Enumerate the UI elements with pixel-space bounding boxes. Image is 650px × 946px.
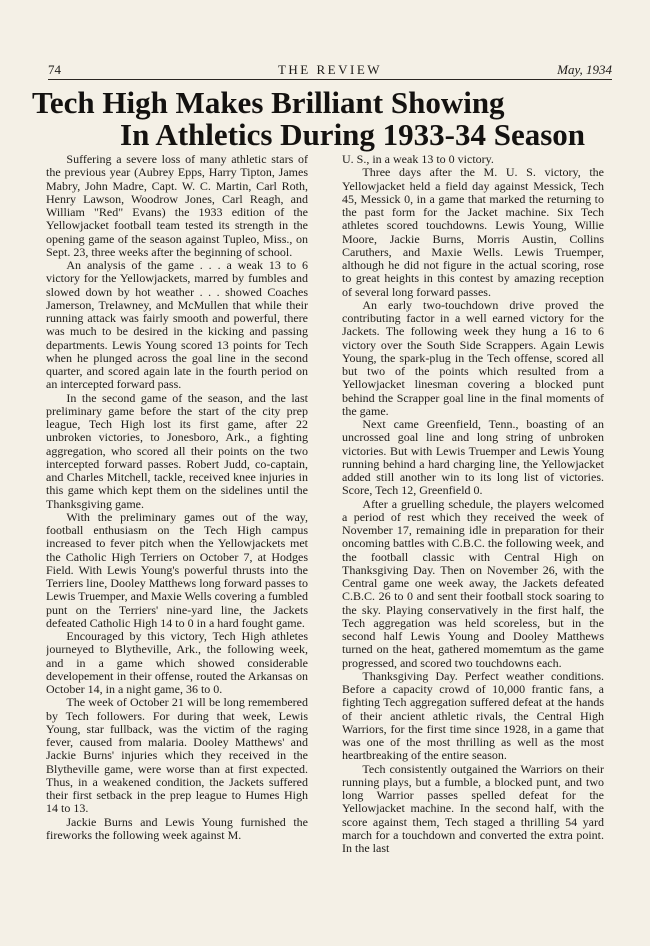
- paragraph: Three days after the M. U. S. victory, the Yellowjacket held a field day against Messick, Tech 45, Messick 0, in a game that marked the returning to the past form for the Jacket machine. Six Tech athletes scored touchdowns. Lewis Young, Willie Moore, Jackie Burns, Morris Austin, Collins Caruthers, and Maxie Wells. Lewis Truemper, although he did not figure in the actual scoring, rose to great heights in this contest by amazing reception of several long forward passes.: [342, 165, 604, 299]
- paragraph: Thanksgiving Day. Perfect weather conditions. Before a capacity crowd of 10,000 frantic fans, a fighting Tech aggregation suffered defeat at the hands of their ancient athletic rivals, the Central High Warriors, for the first time since 1928, in a game that was one of the most thrilling as well as the most heartbreaking of the entire season.: [342, 668, 604, 763]
- paragraph: An analysis of the game . . . a weak 13 to 6 victory for the Yellowjackets, marred by fumbles and slowed down by hot weather . . . showed Coaches Jamerson, Trelawney, and McMullen that while their running attack was fairly smooth and powerful, there was much to be desired in the kicking and passing departments. Lewis Young scored 13 points for Tech when he plunged across the goal line in the second quarter, and scored again late in the fourth period on an intercepted forward pass.: [46, 258, 308, 392]
- paragraph: With the preliminary games out of the way, football enthusiasm on the Tech High campus increased to fever pitch when the Yellowjackets met the Catholic High Terriers on October 7, at Hodges Field. With Lewis Young's powerful thrusts into the Terriers line, Dooley Matthews long forward passes to Lewis Truemper, and Maxie Wells covering a fumbled punt on the Terriers' nine-yard line, the Jackets defeated Catholic High 14 to 0 in a hard fought game.: [46, 509, 308, 630]
- paragraph: Next came Greenfield, Tenn., boasting of an uncrossed goal line and long string of unbroken victories. But with Lewis Truemper and Lewis Young running behind a hard charging line, the Yellowjacket added still another win to its long list of victories. Score, Tech 12, Greenfield 0.: [342, 417, 604, 498]
- magazine-name: THE REVIEW: [277, 62, 383, 77]
- title-line-1: Tech High Makes Brilliant Showing: [32, 85, 505, 120]
- header-rule: [48, 79, 612, 80]
- paragraph: Encouraged by this victory, Tech High athletes journeyed to Blytheville, Ark., the following week, and in a game which showed considerable developement in their offense, routed the Arkansas on October 14, in a night game, 36 to 0.: [46, 629, 308, 696]
- paragraph: An early two-touchdown drive proved the contributing factor in a well earned victory for the Jackets. The following week they hung a 16 to 6 victory over the South Side Scrappers. Again Lewis Young, the spark-plug in the Tech offense, scored all but two of the points which resulted from a Yellowjacket linesman covering a blocked punt behind the Scrapper goal line in the final moments of the game.: [342, 297, 604, 418]
- paragraph: In the second game of the season, and the last preliminary game before the start of the city prep league, Tech High lost its first game, after 22 unbroken victories, to Jonesboro, Ark., a fighting aggregation, who scored all their points on the two intercepted forward passes. Robert Judd, co-captain, and Charles Mitchell, tackle, received knee injuries in this game which kept them on the sidelines until the Thanksgiving game.: [46, 390, 308, 511]
- paragraph: Suffering a severe loss of many athletic stars of the previous year (Aubrey Epps, Harry Tipton, James Mabry, John Madre, Capt. W. C. Martin, Carl Roth, Henry Lawson, Woodrow Jones, Carl Reagh, and William "Red" Evans) the 1933 edition of the Yellowjacket football team tested its strength in the opening game of the season against Tupleo, Miss., on Sept. 23, three weeks after the beginning of school.: [46, 153, 308, 259]
- paragraph: Tech consistently outgained the Warriors on their running plays, but a fumble, a blocked punt, and two long Warrior passes spelled defeat for the Yellowjacket machine. In the second half, with the score against them, Tech staged a thrilling 54 yard march for a touchdown and converted the extra point. In the last: [342, 761, 604, 855]
- paragraph: The week of October 21 will be long remembered by Tech followers. For during that week, Lewis Young, star fullback, was the victim of the raging fever, caused from malaria. Dooley Matthews' and Jackie Burns' injuries which they received in the Blytheville game, were worse than at first expected. Thus, in a weakened condition, the Jackets suffered their first setback in the prep league to Humes High 14 to 13.: [46, 695, 308, 816]
- article-title: [30, 87, 620, 151]
- page-number: 74: [48, 62, 61, 77]
- paragraph: After a gruelling schedule, the players welcomed a period of rest which they received the week of November 17, remaining idle in preparation for their oncoming battles with C.B.C. the following week, and the football classic with Central High on Thanksgiving Day. Then on November 26, with the Central game one week away, the Jackets defeated C.B.C. 26 to 0 and sent their football stock soaring to the sky. Playing conservatively in the first half, the Tech aggregation was held scoreless, but in the second half Lewis Young and Dooley Matthews turned on the heat, gathered momemtum as the game progressed, and scored two touchdowns each.: [342, 496, 604, 670]
- running-header: [48, 62, 612, 80]
- article-column-right: [342, 153, 604, 923]
- paragraph-continuation: U. S., in a weak 13 to 0 victory.: [342, 153, 494, 166]
- issue-date: May, 1934: [557, 62, 612, 77]
- article-column-left: [46, 153, 308, 923]
- paragraph: Jackie Burns and Lewis Young furnished the fireworks the following week against M.: [46, 814, 308, 842]
- title-line-2: In Athletics During 1933-34 Season: [120, 117, 586, 152]
